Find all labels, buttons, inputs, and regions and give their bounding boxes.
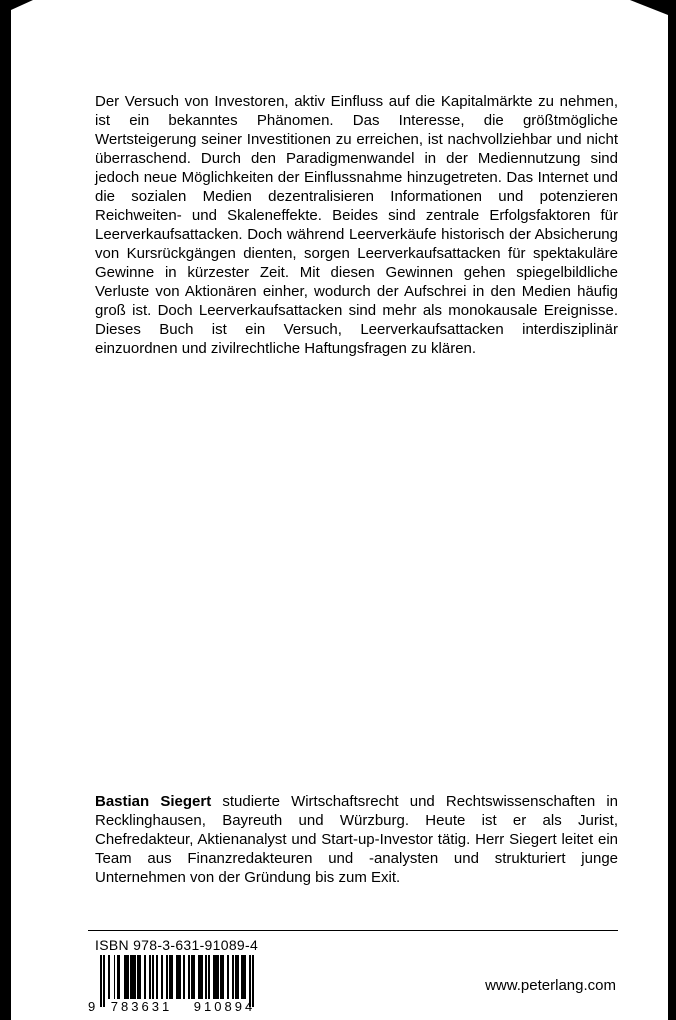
barcode-group-1: 783631: [110, 999, 173, 1014]
author-name: Bastian Siegert: [95, 793, 212, 810]
author-bio: [95, 792, 618, 887]
author-bio-text: studierte Wirtschaftsrecht und Rechtswissenschaften in Recklinghausen, Bayreuth und Würzburg. Heute ist er als Jurist, Chefredakteur, Aktienanalyst und Start-up-Investor tätig. Herr Siegert leitet ein Team aus Finanzredakteuren und -analysten und strukturiert junge Unternehmen von der Gründung bis zum Exit.: [95, 793, 618, 886]
footer-divider-line: [88, 930, 618, 931]
barcode-left-digit: 9: [88, 999, 96, 1014]
top-left-corner-mark: [11, 0, 33, 10]
right-edge-strip: [668, 0, 676, 1020]
ean-barcode: [88, 955, 288, 1014]
left-edge-strip: [0, 0, 11, 1020]
isbn-text: ISBN 978-3-631-91089-4: [95, 937, 259, 953]
barcode-group-2: 910894: [193, 999, 256, 1014]
publisher-website-url: www.peterlang.com: [485, 977, 616, 994]
barcode-digits: [88, 999, 266, 1014]
top-right-corner-mark: [630, 0, 668, 15]
blurb-paragraph: Der Versuch von Investoren, aktiv Einfluss auf die Kapitalmärkte zu nehmen, ist ein bekanntes Phänomen. Das Interesse, die größtmögliche Wertsteigerung seiner Investitionen zu erreichen, ist nachvollziehbar und nicht überraschend. Durch den Paradigmenwandel in der Mediennutzung sind jedoch neue Möglichkeiten der Einflussnahme hinzugetreten. Das Internet und die sozialen Medien dezentralisieren Informationen und potenzieren Reichweiten- und Skaleneffekte. Beides sind zentrale Erfolgsfaktoren für Leerverkaufsattacken. Doch während Leerverkäufe historisch der Absicherung von Kursrückgängen dienten, sorgen Leerverkaufsattacken für spektakuläre Gewinne in kürzester Zeit. Mit diesen Gewinnen gehen spiegelbildliche Verluste von Aktionären einher, wodurch der Aufschrei in den Medien häufig groß ist. Doch Leerverkaufsattacken sind mehr als monokausale Ereignisse. Dieses Buch ist ein Versuch, Leerverkaufsattacken interdisziplinär einzuordnen und zivilrechtliche Haftungsfragen zu klären.: [95, 93, 618, 357]
